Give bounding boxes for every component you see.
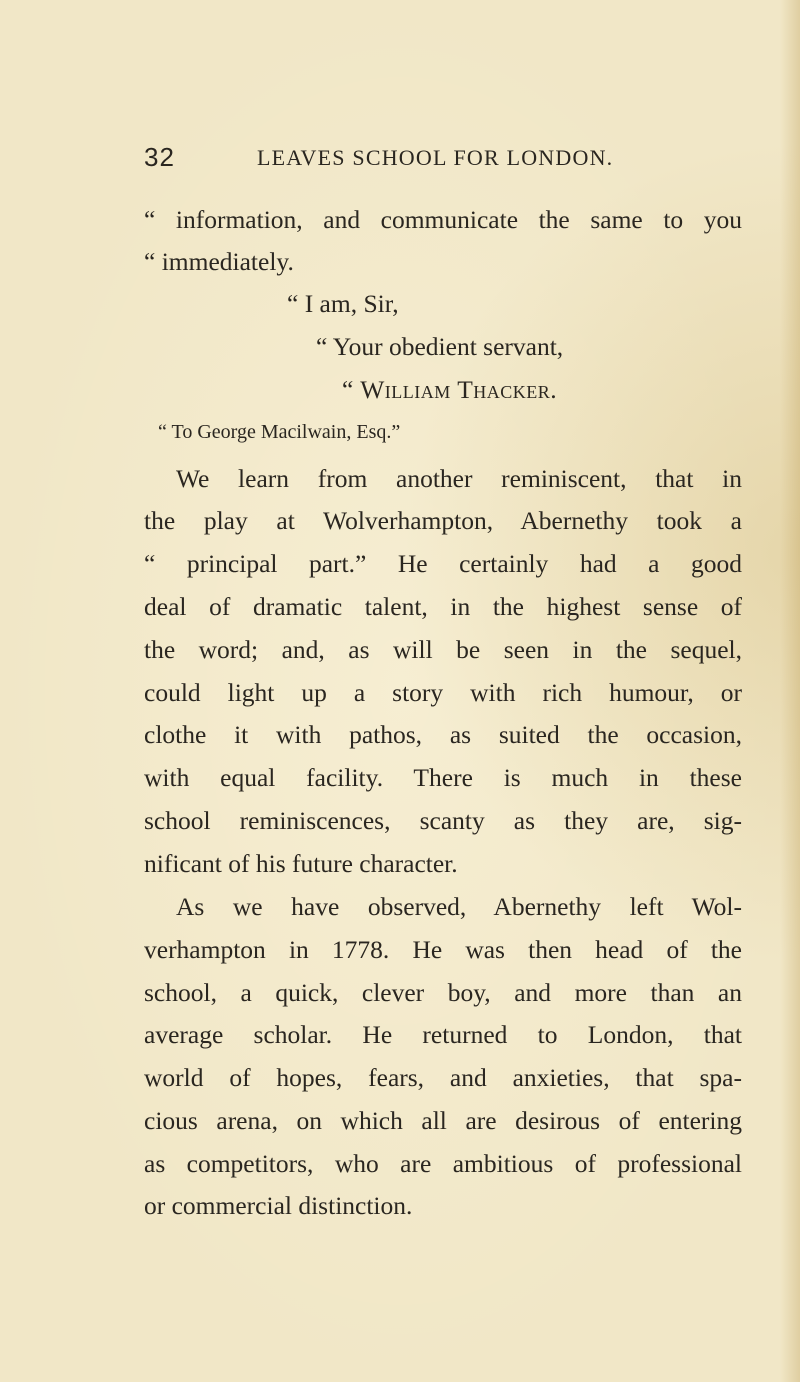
paragraph-line: nificant of his future character.	[144, 849, 458, 878]
paragraph-line: As we have observed, Abernethy left Wol-	[176, 892, 742, 921]
paragraph-line: school, a quick, clever boy, and more than an	[144, 978, 742, 1007]
letter-line: “ information, and communicate the same to you	[144, 205, 742, 234]
paragraph-line: clothe it with pathos, as suited the occasion,	[144, 720, 742, 749]
letter-closing: “ I am, Sir,	[287, 289, 399, 318]
paragraph-line: with equal facility. There is much in these	[144, 763, 742, 792]
paragraph-line: cious arena, on which all are desirous of entering	[144, 1106, 742, 1135]
paragraph-line: the play at Wolverhampton, Abernethy took a	[144, 506, 742, 535]
paragraph-line: verhampton in 1778. He was then head of the	[144, 935, 742, 964]
paragraph-line: world of hopes, fears, and anxieties, that spa-	[144, 1063, 742, 1092]
letter-line: “ immediately.	[144, 247, 294, 276]
letter-closing: “ Your obedient servant,	[316, 332, 564, 361]
letter-signature: “ William Thacker.	[342, 375, 558, 404]
running-head: LEAVES SCHOOL FOR LONDON.	[257, 145, 614, 170]
paragraph-line: We learn from another reminiscent, that in	[176, 464, 742, 493]
paragraph-line: could light up a story with rich humour, or	[144, 678, 742, 707]
paragraph-line: as competitors, who are ambitious of professional	[144, 1149, 742, 1178]
paragraph-line: or commercial distinction.	[144, 1191, 413, 1220]
paragraph-line: “ principal part.” He certainly had a good	[144, 549, 742, 578]
paragraph-line: deal of dramatic talent, in the highest sense of	[144, 592, 742, 621]
paragraph-line: average scholar. He returned to London, that	[144, 1020, 742, 1049]
page-header	[144, 142, 744, 182]
letter-addressee: “ To George Macilwain, Esq.”	[158, 421, 401, 443]
paragraph-line: the word; and, as will be seen in the sequel,	[144, 635, 742, 664]
paragraph-line: school reminiscences, scanty as they are, sig-	[144, 806, 742, 835]
page-number: 32	[144, 142, 175, 172]
